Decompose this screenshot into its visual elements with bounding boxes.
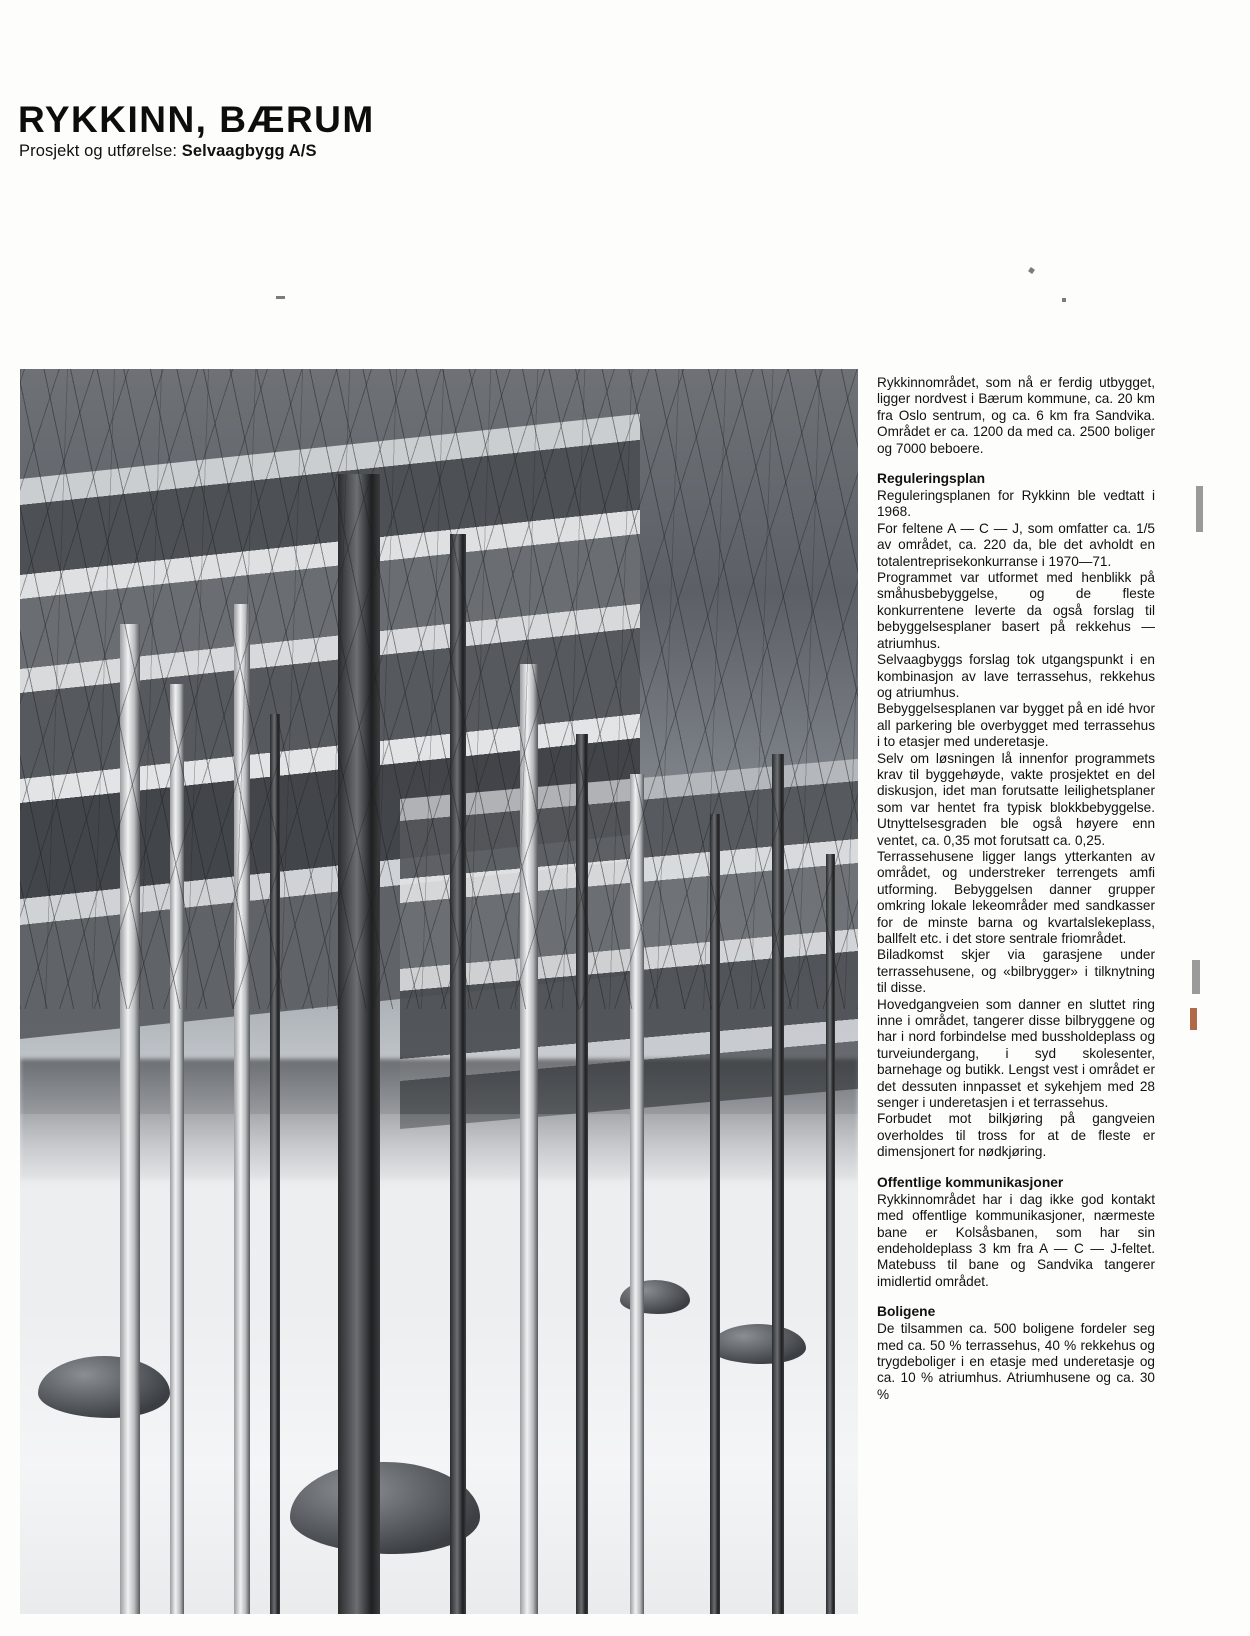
paragraph: For feltene A — C — J, som omfatter ca. 1/5 av området, ca. 220 da, ble det avholdt en totalentreprisekonkurranse i 1970—71. bbox=[877, 520, 1155, 569]
photo-winter-forest-terrace-housing bbox=[20, 369, 858, 1614]
section-heading-boligene: Boligene bbox=[877, 1304, 936, 1320]
paragraph: Rykkinnområdet har i dag ikke god kontakt med offentlige kommunikasjoner, nærmeste bane er Kolsåsbanen, som har sin endeholdeplass 3 km fra A — C — J-feltet. Matebuss til bane og Sandvika tangerer imidlertid området. bbox=[877, 1191, 1155, 1289]
print-speck-1 bbox=[276, 296, 285, 299]
intro-paragraph: Rykkinnområdet, som nå er ferdig utbygget, ligger nordvest i Bærum kommune, ca. 20 km fra Oslo sentrum, og ca. 6 km fra Sandvika. Området er ca. 1200 da med ca. 2500 boliger og 7000 beboere. bbox=[877, 375, 1155, 456]
paragraph: Programmet var utformet med henblikk på småhusbebyggelse, og de fleste konkurrentene leverte da også forslag til bebyggelsesplaner basert på rekkehus — atriumhus. bbox=[877, 570, 1155, 651]
byline bbox=[19, 142, 317, 161]
paragraph: Hovedgangveien som danner en sluttet ring inne i området, tangerer disse bilbryggene og har i nord forbindelse med bussholdeplass og turveiundergang, i syd skolesenter, barnehage og butikk. Lengst vest i området er det dessuten innpasset et sykehjem med 28 senger i underetasjen i et terrassehus. bbox=[877, 996, 1155, 1111]
paragraph: Bebyggelsesplanen var bygget på en idé hvor all parkering ble overbygget med terrassehus i to etasjer med underetasje. bbox=[877, 701, 1155, 750]
paragraph: Reguleringsplanen for Rykkinn ble vedtatt i 1968. bbox=[877, 488, 1155, 520]
photo-image bbox=[20, 369, 858, 1614]
paragraph: Selvaagbyggs forslag tok utgangspunkt i en kombinasjon av lave terrassehus, rekkehus og atriumhus. bbox=[877, 652, 1155, 700]
section-heading-offentlige-kommunikasjoner: Offentlige kommunikasjoner bbox=[877, 1174, 1064, 1190]
edge-mark-3 bbox=[1190, 1008, 1197, 1030]
section-heading-reguleringsplan: Reguleringsplan bbox=[877, 471, 986, 487]
edge-mark-2 bbox=[1192, 960, 1200, 994]
paragraph: De tilsammen ca. 500 boligene fordeler seg med ca. 50 % terrassehus, 40 % rekkehus og trygdeboliger i en etasje med underetasje og ca. 10 % atriumhus. Atriumhusene og ca. 30 % bbox=[877, 1321, 1155, 1402]
paragraph: Terrassehusene ligger langs ytterkanten av området, og understreker terrengets amfi utforming. Bebyggelsen danner grupper omkring lokale lekeområder med sandkasser for de minste barna og kvartalslekeplass, ballfelt etc. i det store sentrale friområdet. bbox=[877, 848, 1155, 946]
rock-4 bbox=[710, 1324, 806, 1364]
print-speck-3 bbox=[1062, 298, 1066, 302]
tree-branches bbox=[20, 369, 858, 1009]
byline-label: Prosjekt og utførelse: bbox=[19, 142, 178, 160]
byline-value: Selvaagbygg A/S bbox=[181, 142, 317, 160]
paragraph: Biladkomst skjer via garasjene under terrassehusene, og «bilbrygger» i tilknytning til disse. bbox=[877, 947, 1155, 996]
paragraph: Selv om løsningen lå innenfor programmets krav til byggehøyde, vakte prosjektet en del diskusjon, idet man forutsatte leilighetsplaner som var hentet fra typisk blokkbebyggelse. Utnyttelsesgraden ble også høyere enn ventet, ca. 0,35 mot forutsatt ca. 0,25. bbox=[877, 750, 1155, 848]
edge-mark-1 bbox=[1196, 486, 1203, 532]
paragraph: Forbudet mot bilkjøring på gangveien overholdes til tross for at de fleste er dimensjonert for nødkjøring. bbox=[877, 1111, 1155, 1160]
print-speck-2 bbox=[1028, 267, 1035, 274]
article-text-column bbox=[877, 375, 1155, 1403]
page-title: RYKKINN, BÆRUM bbox=[18, 98, 375, 140]
